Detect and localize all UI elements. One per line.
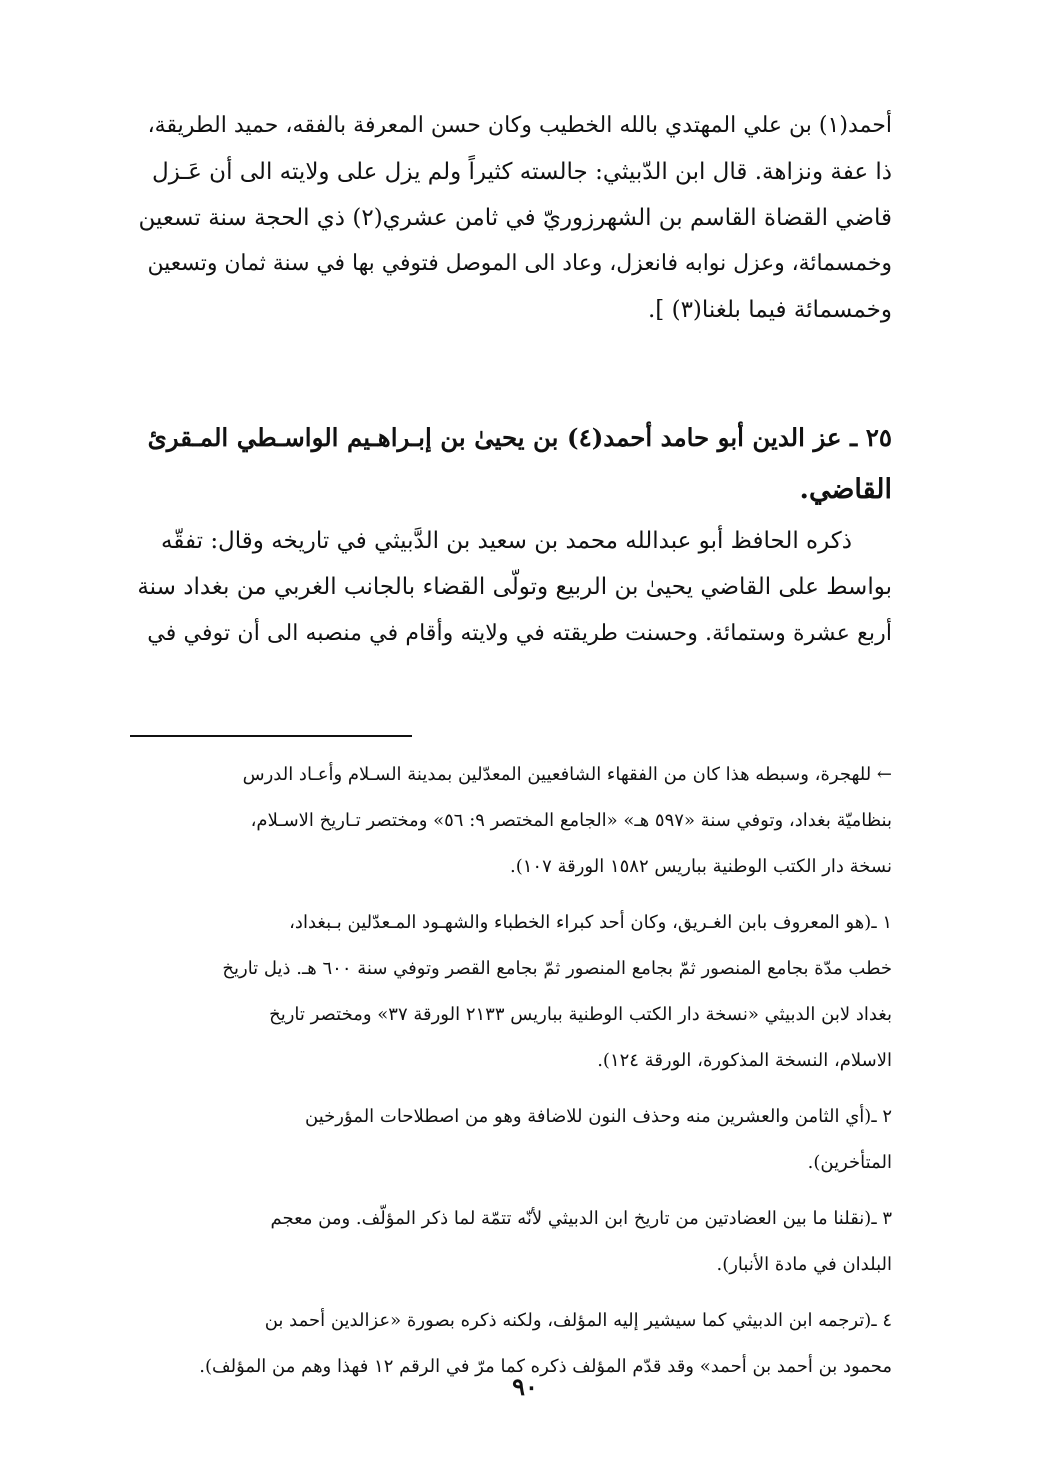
footnotes (132, 752, 892, 1400)
footnote-3 (132, 1196, 892, 1288)
text-line: أحمد(١) بن علي المهتدي بالله الخطيب وكان حسن المعرفة بالفقه، حميد الطريقة، (147, 113, 892, 138)
heading-line: ٢٥ ـ عز الدين أبو حامد أحمد(٤) بن يحيىٰ بن إبـراهـيم الواسـطي المـقرئ (147, 423, 892, 452)
footnote-line: ← للهجرة، وسبطه هذا كان من الفقهاء الشافعيين المعدّلين بمدينة السـلام وأعـاد الدرس (242, 764, 892, 785)
footnote-1 (132, 900, 892, 1084)
text-line: وخمسمائة فيما بلغنا(٣) ]. (647, 297, 892, 323)
text-line: ذا عفة ونزاهة. قال ابن الدّبيثي: جالسته كثيراً ولم يزل على ولايته الى أن عَـزل (152, 159, 892, 185)
text-line: بواسط على القاضي يحيىٰ بن الربيع وتولّى القضاء بالجانب الغربي من بغداد سنة (137, 574, 892, 600)
footnote-line: خطب مدّة بجامع المنصور ثمّ بجامع المنصور ثمّ بجامع القصر وتوفي سنة ٦٠٠ هـ. ذيل تاريخ (222, 958, 892, 979)
footnote-line: البلدان في مادة الأنبار). (716, 1254, 892, 1275)
footnote-line: ٣ ـ(نقلنا ما بين العضادتين من تاريخ ابن الدبيثي لأنّه تتمّة لما ذكر المؤلّف. ومن معجم (270, 1208, 892, 1229)
text-line: قاضي القضاة القاسم بن الشهرزوريّ في ثامن عشري(٢) ذي الحجة سنة تسعين (138, 205, 892, 231)
footnote-line: الاسلام، النسخة المذكورة، الورقة ١٢٤). (597, 1050, 892, 1071)
footnote-line: ٤ ـ(ترجمه ابن الدبيثي كما سيشير إليه المؤلف، ولكنه ذكره بصورة «عزالدين أحمد بن (264, 1310, 892, 1331)
footnote-line: المتأخرين). (807, 1152, 892, 1173)
text-line: أربع عشرة وستمائة. وحسنت طريقته في ولايته وأقام في منصبه الى أن توفي في (147, 620, 892, 646)
previous-entry-continuation (132, 103, 892, 333)
entry-25-body (132, 518, 892, 656)
footnote-line: نسخة دار الكتب الوطنية بباريس ١٥٨٢ الورقة ١٠٧). (509, 856, 892, 877)
footnote-line: بنظاميّة بغداد، وتوفي سنة «٥٩٧ هـ» «الجامع المختصر ٩: ٥٦» ومختصر تـاريخ الاسـلام، (250, 810, 892, 831)
heading-line: القاضي. (799, 474, 892, 505)
footnote-line: ١ ـ(هو المعروف بابن الغـريق، وكان أحد كبراء الخطباء والشهـود المـعدّلين بـبغداد، (289, 912, 892, 933)
footnote-2 (132, 1094, 892, 1186)
footnote-line: ٢ ـ(أي الثامن والعشرين منه وحذف النون للاضافة وهو من اصطلاحات المؤرخين (305, 1106, 892, 1127)
text-line: وخمسمائة، وعزل نوابه فانعزل، وعاد الى الموصل فتوفي بها في سنة ثمان وتسعين (147, 251, 892, 276)
footnote-line: محمود بن أحمد بن أحمد» وقد قدّم المؤلف ذكره كما مرّ في الرقم ١٢ فهذا وهم من المؤلف). (199, 1356, 892, 1377)
footnote-line: بغداد لابن الدبيثي «نسخة دار الكتب الوطنية بباريس ٢١٣٣ الورقة ٣٧» ومختصر تاريخ (269, 1004, 892, 1025)
entry-25-heading (132, 412, 892, 516)
page-number: ٩٠ (512, 1372, 538, 1401)
footnote-divider (130, 735, 412, 737)
text-line: ذكره الحافظ أبو عبدالله محمد بن سعيد بن الدَّبيثي في تاريخه وقال: تفقّه (161, 528, 852, 554)
footnote-continued (132, 752, 892, 890)
